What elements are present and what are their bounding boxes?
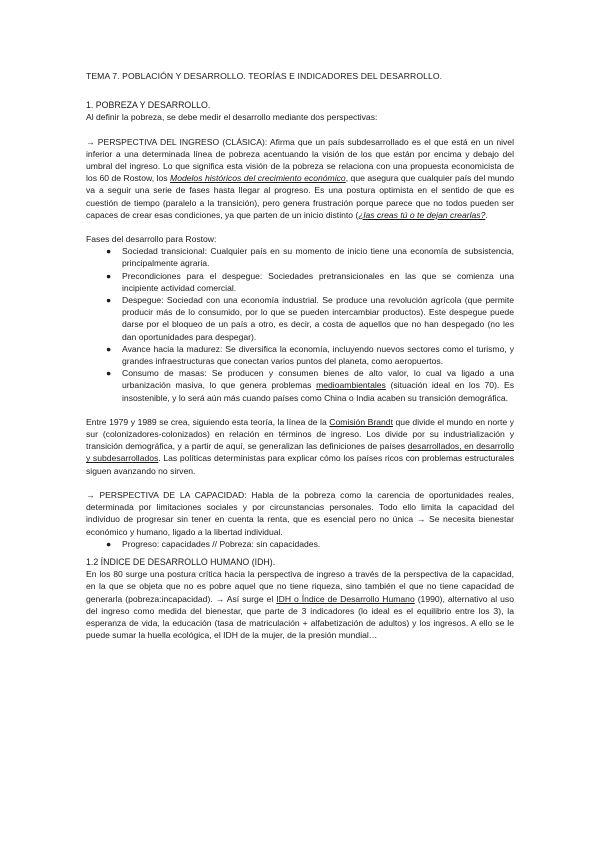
create-question-link[interactable]: ¿las creas tú o te dejan crearlas?	[358, 209, 486, 220]
list-item-text: Avance hacia la madurez: Se diversifica la economía, incluyendo nuevos sectores como el turismo, y grandes infraestructuras que conectan varios puntos del planeta, como aeropuertos.	[122, 343, 514, 367]
brandt-commission-link[interactable]: Comisión Brandt	[329, 416, 393, 427]
text-run: Consumo de masas: Se producen y consumen bienes de alto valor, lo cual va ligado a una urbanización masiva, lo que genera problemas	[122, 368, 514, 391]
capacity-list	[86, 538, 514, 550]
list-item	[106, 538, 514, 550]
bullet-icon: ●	[106, 343, 112, 354]
list-item-text: Precondiciones para el despegue: Sociedades pretransicionales en las que se comienza una incipiente actividad comercial.	[122, 270, 514, 293]
rostow-phases-list	[86, 245, 514, 404]
text-run: Entre 1979 y 1989 se crea, siguiendo esta teoría, la línea de la	[86, 416, 330, 427]
section-1-intro: Al definir la pobreza, se debe medir el desarrollo mediante dos perspectivas:	[86, 112, 378, 123]
list-item	[106, 294, 514, 343]
text-run: → PERSPECTIVA DEL INGRESO (CLÁSICA): Afirma que un país subdesarrollado es el que está en un nivel inferior a una determinada línea de pobreza acentuando la visión de los que están por encima y debajo del umbral del ingreso. Lo que significa esta visión de la pobreza se relaciona con una propuesta economicista de los 60 de Rostow, los	[86, 136, 514, 184]
section-1-2-heading: 1.2 ÍNDICE DE DESARROLLO HUMANO (IDH).	[86, 556, 276, 567]
bullet-icon: ●	[106, 246, 112, 257]
rostow-phases-heading: Fases del desarrollo para Rostow:	[86, 234, 217, 245]
list-item-text: Despegue: Sociedad con una economía industrial. Se produce una revolución agrícola (que permite producir más de lo consumido, por lo que se pueden intercambiar productos). Este despegue puede darse por el bloqueo de un país a otro, es decir, a costa de aquellos que no han despegado (no les dan oportunidades para despegar).	[122, 295, 514, 342]
brandt-paragraph	[86, 416, 514, 477]
text-run: , que asegura que cualquier país del mundo va a seguir una serie de fases hasta llegar al progreso. Es una postura optimista en el sentido de que es cuestión de tiempo (paralelo a la transición), pero genera frustración porque parece que no todos pueden ser capaces de crear esas condiciones, ya que parten de un inicio distinto (	[86, 173, 514, 220]
document-body	[86, 70, 514, 641]
text-run: (situación ideal en los 70). Es insostenible, y lo será aún más cuando países como China o India acaben su transición demográfica.	[122, 380, 514, 403]
income-perspective-paragraph	[86, 136, 514, 221]
list-item-text: Progreso: capacidades // Pobreza: sin capacidades.	[122, 538, 321, 549]
bullet-icon: ●	[106, 538, 112, 549]
document-title: TEMA 7. POBLACIÓN Y DESARROLLO. TEORÍAS E INDICADORES DEL DESARROLLO.	[86, 71, 443, 81]
text-run: En los 80 surge una postura crítica hacia la perspectiva de ingreso a través de la perspectiva de la capacidad, en la que se objeta que no es pobre aquel que no tiene riqueza, sino también el que no tiene capacidad de generarla (pobreza:incapacidad). → Así surge el	[86, 569, 514, 604]
bullet-icon: ●	[106, 368, 112, 379]
bullet-icon: ●	[106, 295, 112, 306]
list-item	[106, 367, 514, 404]
rostow-models-link[interactable]: Modelos históricos del crecimiento económico	[170, 173, 346, 184]
idh-paragraph	[86, 568, 514, 641]
bullet-icon: ●	[106, 270, 112, 281]
idh-link[interactable]: IDH o Índice de Desarrollo Humano	[276, 593, 415, 604]
text-run: que divide el mundo en norte y sur (colonizadores-colonizados) en relación en términos de ingreso. Los divide por su industrialización y transición demográfica, y a partir de aquí, se generalizan las definiciones de países	[86, 416, 514, 452]
list-item	[106, 343, 514, 367]
text-run: .	[485, 209, 488, 220]
development-categories-link[interactable]: desarrollados, en desarrollo y subdesarrollados	[86, 441, 514, 464]
text-run: (1990), alternativo al uso del ingreso como medida del bienestar, que parte de 3 indicadores (lo ideal es el equilibrio entre los 3), la esperanza de vida, la educación (tasa de matriculación + alfabetización de adultos) y los ingresos. A ello se le puede sumar la huella ecológica, el IDH de la mujer, de la presión mundial…	[86, 593, 514, 641]
list-item-text: Sociedad transicional: Cualquier país en su momento de inicio tiene una economía de subsistencia, principalmente agraria.	[122, 246, 514, 269]
text-run: . Las políticas deterministas para explicar cómo los países ricos con problemas estructurales siguen avanzando no sirven.	[86, 453, 514, 476]
section-1-heading: 1. POBREZA Y DESARROLLO.	[86, 100, 211, 111]
environmental-link[interactable]: medioambientales	[316, 380, 386, 391]
list-item	[106, 270, 514, 294]
list-item	[106, 245, 514, 269]
capacity-perspective-paragraph: → PERSPECTIVA DE LA CAPACIDAD: Habla de la pobreza como la carencia de oportunidades reales, determinada por limitaciones sociales y por circunstancias personales. Todo ello limita la capacidad del individuo de progresar sin tener en cuenta la renta, que es esencial pero no única → Se necesita bienestar económico y humano, ligado a la libertad individual.	[86, 489, 514, 537]
